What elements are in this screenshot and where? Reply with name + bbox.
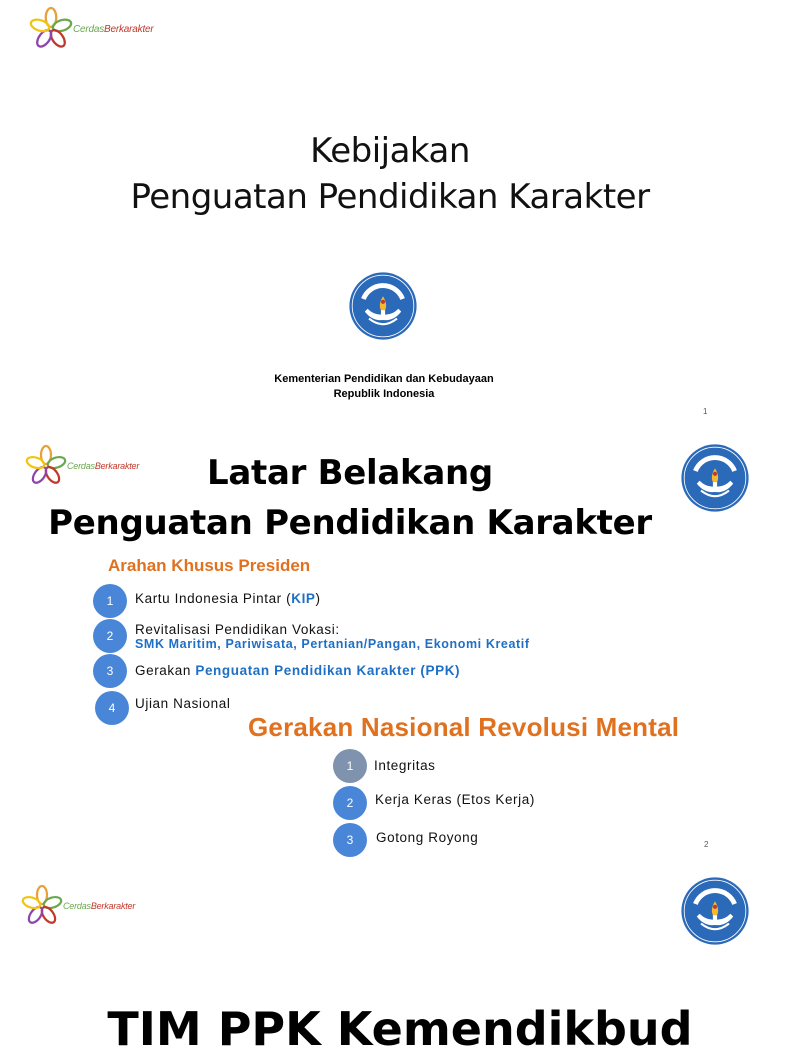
flower-logo-icon: [30, 8, 72, 50]
bullet-number: 2: [333, 786, 367, 820]
cerdas-berkarakter-logo: [22, 886, 135, 926]
title-line-1: Kebijakan: [310, 131, 470, 171]
arahan-item-kip: Kartu Indonesia Pintar (KIP): [135, 591, 321, 606]
arahan-item-ujian: Ujian Nasional: [135, 696, 231, 711]
bullet-number: 3: [93, 654, 127, 688]
slide-1: [0, 0, 768, 432]
slide-title: [40, 448, 660, 548]
flower-logo-icon: [22, 886, 62, 926]
title-line-2: Penguatan Pendidikan Karakter: [130, 177, 650, 217]
page-number: 1: [703, 407, 708, 416]
logo-text: CerdasBerkarakter: [63, 901, 136, 911]
ministry-caption: Kementerian Pendidikan dan Kebudayaan Republik Indonesia: [274, 373, 494, 400]
logo-text: CerdasBerkarakter: [73, 23, 154, 35]
gerakan-heading: Gerakan Nasional Revolusi Mental: [248, 712, 680, 742]
slide-3: [0, 864, 768, 1056]
bullet-number: 1: [93, 584, 127, 618]
bullet-number: 4: [95, 691, 129, 725]
gerakan-item-kerja-keras: Kerja Keras (Etos Kerja): [375, 792, 535, 807]
bullet-number: 1: [333, 749, 367, 783]
slide-title: [0, 128, 780, 220]
title-line-1: Latar Belakang: [207, 453, 493, 493]
arahan-heading: Arahan Khusus Presiden: [108, 556, 311, 575]
tut-wuri-handayani-emblem-icon: [348, 271, 418, 341]
title-line-2: Penguatan Pendidikan Karakter: [48, 503, 652, 543]
gerakan-item-integritas: Integritas: [374, 758, 436, 773]
arahan-item-vokasi: Revitalisasi Pendidikan Vokasi: SMK Maritim, Pariwisata, Pertanian/Pangan, Ekonomi Kreatif: [135, 622, 530, 651]
slide-title: TIM PPK Kemendikbud: [107, 1002, 693, 1056]
gerakan-item-gotong-royong: Gotong Royong: [376, 830, 479, 845]
bullet-number: 2: [93, 619, 127, 653]
logo-text: CerdasBerkarakter: [67, 461, 140, 471]
bullet-number: 3: [333, 823, 367, 857]
slide-2: [0, 432, 768, 864]
page-number: 2: [704, 840, 709, 849]
arahan-item-ppk: Gerakan Penguatan Pendidikan Karakter (PPK): [135, 663, 461, 678]
tut-wuri-handayani-emblem-icon: [680, 876, 750, 946]
cerdas-berkarakter-logo: [30, 8, 154, 50]
tut-wuri-handayani-emblem-icon: [680, 443, 750, 513]
